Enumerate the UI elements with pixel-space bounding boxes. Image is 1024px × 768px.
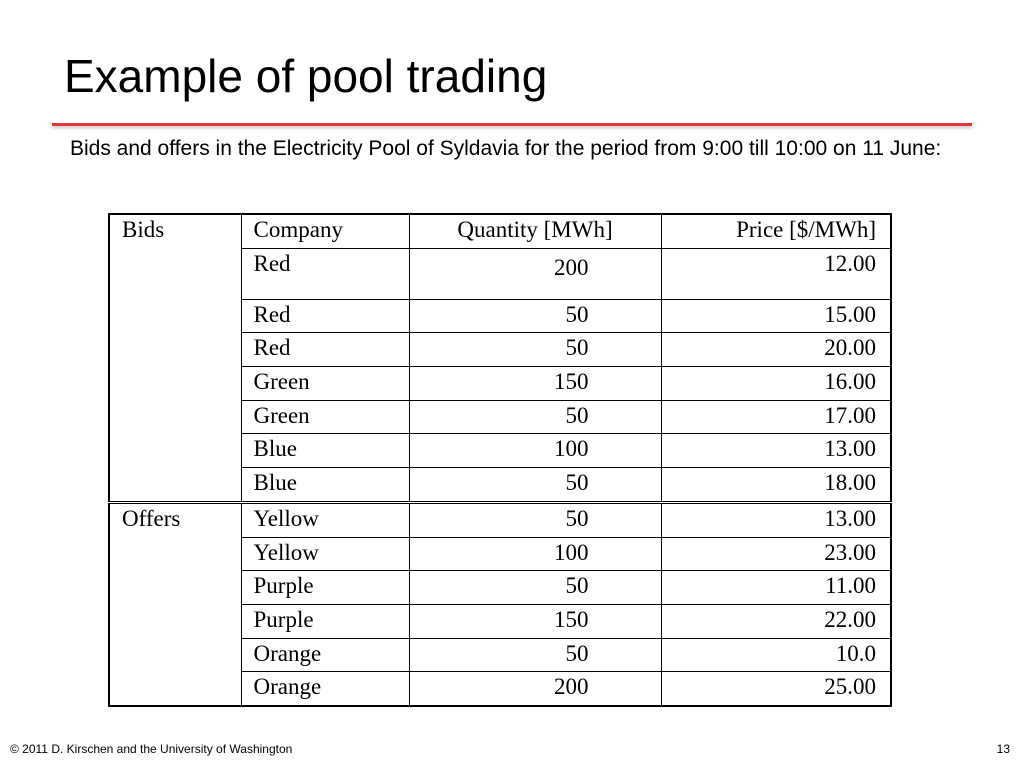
company-cell: Yellow	[241, 537, 409, 571]
quantity-cell: 50	[409, 468, 661, 503]
header-quantity: Quantity [MWh]	[409, 214, 661, 248]
price-cell: 13.00	[661, 434, 891, 468]
company-cell: Blue	[241, 434, 409, 468]
quantity-cell: 100	[409, 537, 661, 571]
price-cell: 12.00	[661, 248, 891, 299]
company-cell: Purple	[241, 604, 409, 638]
price-cell: 10.0	[661, 638, 891, 672]
company-cell: Blue	[241, 468, 409, 503]
price-cell: 18.00	[661, 468, 891, 503]
table-body	[109, 214, 891, 706]
quantity-cell: 150	[409, 367, 661, 401]
company-cell: Yellow	[241, 502, 409, 537]
title-divider	[52, 123, 972, 126]
quantity-cell: 100	[409, 434, 661, 468]
company-cell: Red	[241, 299, 409, 333]
header-row	[109, 214, 891, 248]
quantity-cell: 200	[409, 672, 661, 706]
quantity-cell: 50	[409, 638, 661, 672]
price-cell: 23.00	[661, 537, 891, 571]
company-cell: Purple	[241, 571, 409, 605]
quantity-cell: 50	[409, 502, 661, 537]
price-cell: 16.00	[661, 367, 891, 401]
price-cell: 15.00	[661, 299, 891, 333]
price-cell: 20.00	[661, 333, 891, 367]
quantity-cell: 50	[409, 400, 661, 434]
bids-group-label: Bids	[109, 214, 241, 502]
company-cell: Red	[241, 333, 409, 367]
offers-group-label: Offers	[109, 502, 241, 706]
intro-text: Bids and offers in the Electricity Pool of Syldavia for the period from 9:00 till 10:00 on 11 June:	[70, 137, 942, 160]
quantity-cell: 50	[409, 299, 661, 333]
price-cell: 17.00	[661, 400, 891, 434]
company-cell: Red	[241, 248, 409, 299]
quantity-cell: 50	[409, 571, 661, 605]
slide-number: 13	[996, 742, 1010, 756]
quantity-cell: 200	[409, 248, 661, 299]
company-cell: Orange	[241, 672, 409, 706]
company-cell: Green	[241, 400, 409, 434]
price-cell: 25.00	[661, 672, 891, 706]
pool-trading-table	[108, 213, 892, 707]
header-price: Price [$/MWh]	[661, 214, 891, 248]
slide-title: Example of pool trading	[64, 50, 548, 102]
quantity-cell: 150	[409, 604, 661, 638]
header-company: Company	[241, 214, 409, 248]
footer-copyright: © 2011 D. Kirschen and the University of Washington	[10, 742, 293, 756]
table-row	[109, 502, 891, 537]
price-cell: 11.00	[661, 571, 891, 605]
price-cell: 22.00	[661, 604, 891, 638]
quantity-cell: 50	[409, 333, 661, 367]
company-cell: Orange	[241, 638, 409, 672]
company-cell: Green	[241, 367, 409, 401]
price-cell: 13.00	[661, 502, 891, 537]
